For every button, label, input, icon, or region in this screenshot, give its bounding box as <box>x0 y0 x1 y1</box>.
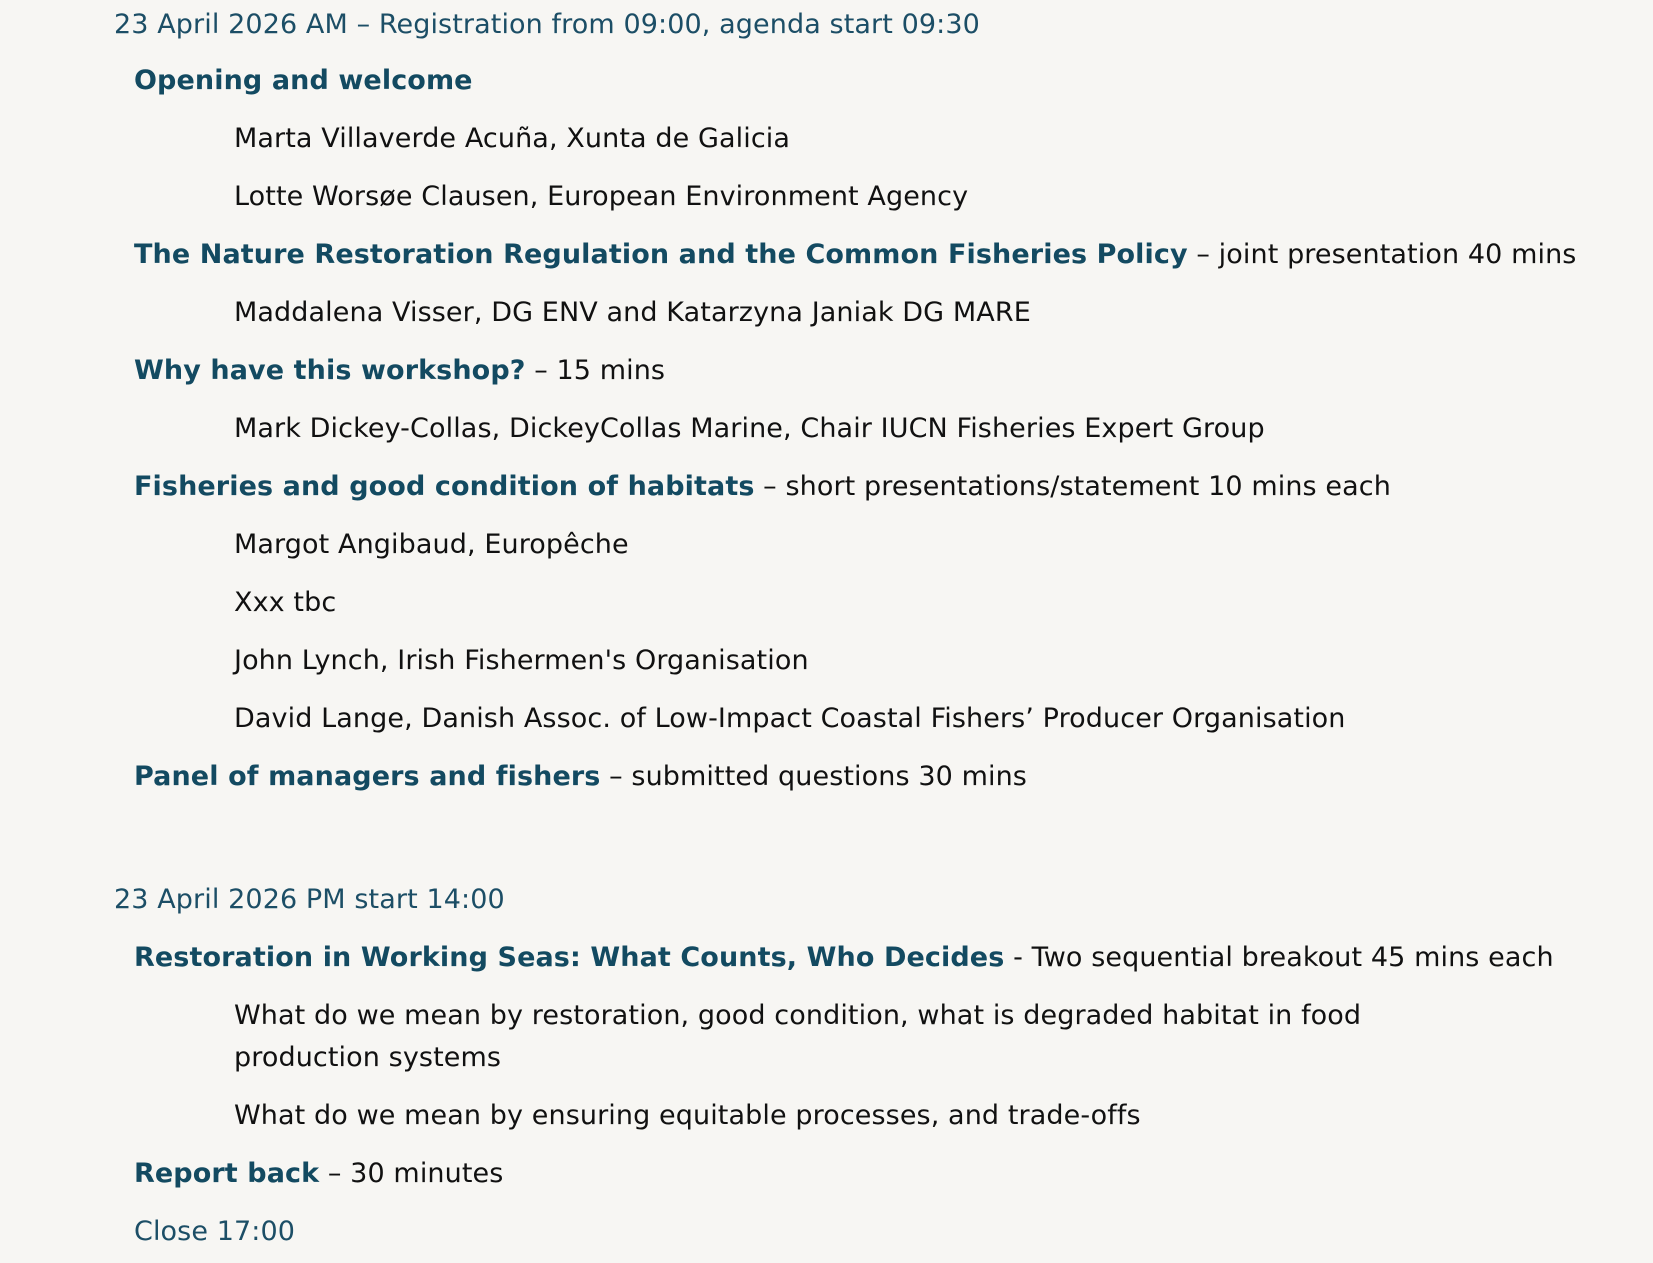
agenda-item-note: – joint presentation 40 mins <box>1187 239 1577 270</box>
agenda-item-title: Fisheries and good condition of habitats <box>134 471 755 502</box>
agenda-item-note: – 15 mins <box>525 355 666 386</box>
speaker-line: John Lynch, Irish Fishermen's Organisation <box>234 645 809 676</box>
agenda-item-note: – short presentations/statement 10 mins each <box>754 471 1391 502</box>
speaker-line: Maddalena Visser, DG ENV and Katarzyna Janiak DG MARE <box>234 297 1031 328</box>
speaker-line: Marta Villaverde Acuña, Xunta de Galicia <box>234 123 791 154</box>
close-time: Close 17:00 <box>134 1216 296 1247</box>
agenda-item-panel <box>134 757 1027 797</box>
agenda-item-fisheries-habitats <box>134 467 1391 507</box>
session-am-heading: 23 April 2026 AM – Registration from 09:00, agenda start 09:30 <box>114 9 980 40</box>
agenda-item-nrr-cfp <box>134 235 1576 275</box>
agenda-item-note: – 30 minutes <box>319 1158 504 1189</box>
agenda-item-title: Why have this workshop? <box>134 355 526 386</box>
agenda-item-note: - Two sequential breakout 45 mins each <box>1004 942 1554 973</box>
agenda-item-title: Restoration in Working Seas: What Counts, Who Decides <box>134 942 1005 973</box>
session-pm-heading: 23 April 2026 PM start 14:00 <box>114 884 505 915</box>
agenda-item-working-seas <box>134 938 1554 978</box>
agenda-item-why-workshop <box>134 351 665 391</box>
breakout-topic: What do we mean by restoration, good condition, what is degraded habitat in food production systems <box>234 1000 1362 1073</box>
speaker-line: Margot Angibaud, Europêche <box>234 529 629 560</box>
agenda-item-note: – submitted questions 30 mins <box>600 761 1027 792</box>
speaker-line: David Lange, Danish Assoc. of Low-Impact Coastal Fishers’ Producer Organisation <box>234 703 1346 734</box>
agenda-item-title: Panel of managers and fishers <box>134 761 601 792</box>
speaker-line: Mark Dickey-Collas, DickeyCollas Marine, Chair IUCN Fisheries Expert Group <box>234 413 1265 444</box>
agenda-item-report-back <box>134 1154 503 1194</box>
agenda-item-title: The Nature Restoration Regulation and the Common Fisheries Policy <box>134 239 1188 270</box>
breakout-topic: What do we mean by ensuring equitable processes, and trade-offs <box>234 1100 1141 1131</box>
speaker-line: Lotte Worsøe Clausen, European Environment Agency <box>234 181 969 212</box>
agenda-item-opening <box>134 61 473 101</box>
agenda-item-title: Opening and welcome <box>134 65 473 96</box>
agenda-item-title: Report back <box>134 1158 320 1189</box>
speaker-line: Xxx tbc <box>234 587 337 618</box>
